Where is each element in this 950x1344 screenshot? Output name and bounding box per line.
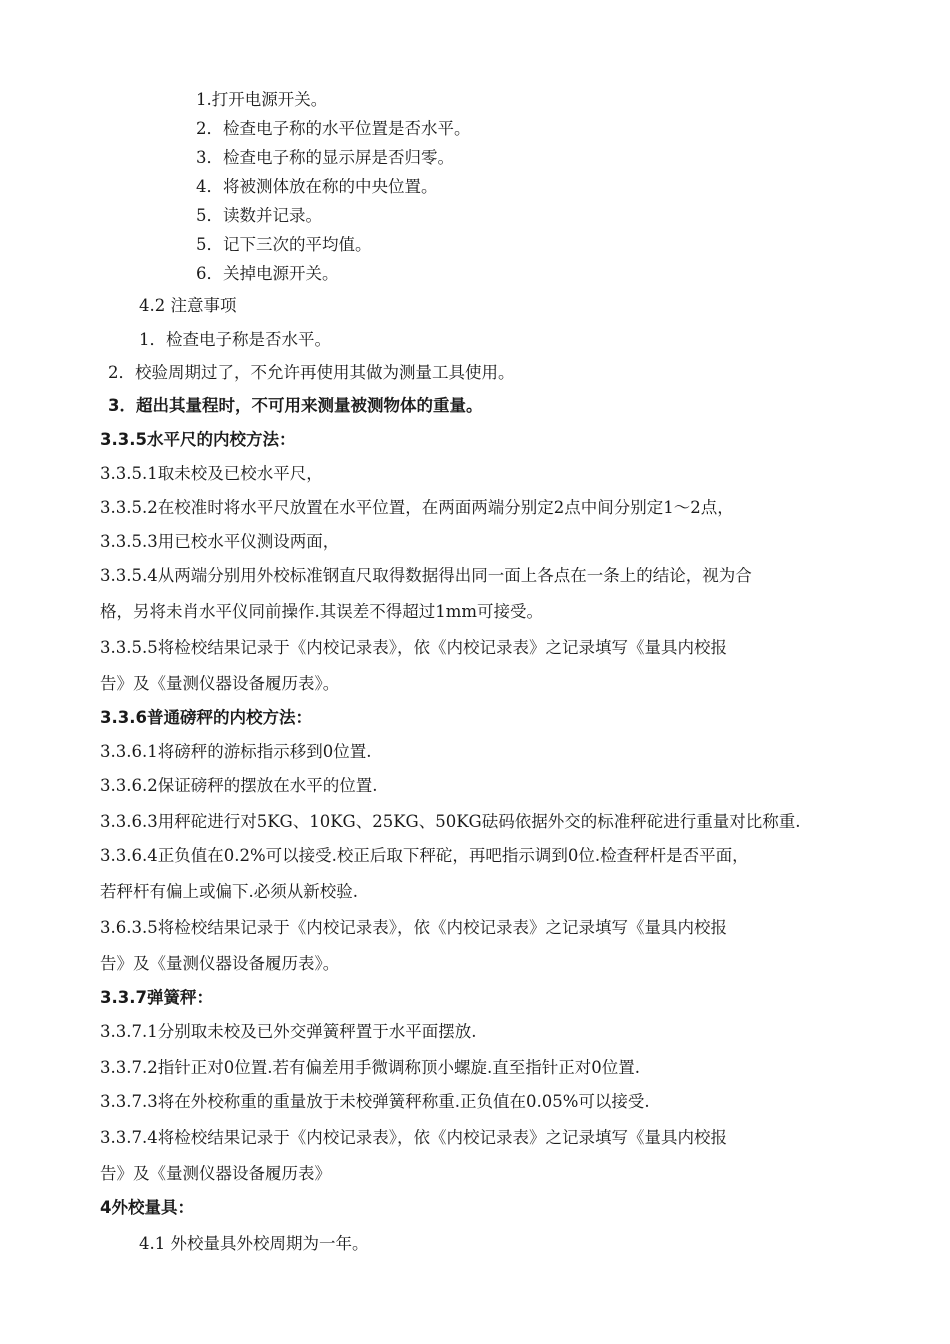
- paragraph-line: 3.3.5.2在校准时将水平尺放置在水平位置，在两面两端分别定2点中间分别定1～2点，: [100, 498, 734, 517]
- section-heading-3-3-6: 3.3.6普通磅秤的内校方法：: [100, 708, 312, 727]
- paragraph-line: 若秤杆有偏上或偏下.必须从新校验.: [100, 882, 358, 901]
- paragraph-line: 3.3.5.4从两端分别用外校标准钢直尺取得数据得出同一面上各点在一条上的结论，视为合: [100, 566, 752, 585]
- paragraph-line: 告》及《量测仪器设备履历表》: [100, 1164, 331, 1183]
- paragraph-line: 3.3.7.3将在外校称重的重量放于未校弹簧秤称重.正负值在0.05%可以接受.: [100, 1092, 650, 1111]
- paragraph-line: 4.1 外校量具外校周期为一年。: [139, 1234, 369, 1253]
- step-line-7: 6．关掉电源开关。: [196, 264, 339, 283]
- paragraph-line: 3.3.5.5将检校结果记录于《内校记录表》，依《内校记录表》之记录填写《量具内校报: [100, 638, 727, 657]
- step-line-1: 1.打开电源开关。: [196, 90, 328, 109]
- note-line-1: 1．检查电子称是否水平。: [139, 330, 331, 349]
- paragraph-line: 告》及《量测仪器设备履历表》。: [100, 954, 340, 973]
- step-line-6: 5．记下三次的平均值。: [196, 235, 372, 254]
- note-line-3: 3．超出其量程时，不可用来测量被测物体的重量。: [108, 396, 483, 415]
- step-line-3: 3．检查电子称的显示屏是否归零。: [196, 148, 454, 167]
- paragraph-line: 3.3.6.1将磅秤的游标指示移到0位置.: [100, 742, 372, 761]
- step-line-4: 4．将被测体放在称的中央位置。: [196, 177, 438, 196]
- note-line-2: 2．校验周期过了，不允许再使用其做为测量工具使用。: [108, 363, 515, 382]
- paragraph-line: 3.3.6.4正负值在0.2%可以接受.校正后取下秤砣，再吧指示调到0位.检查秤杆是否平面，: [100, 846, 749, 865]
- paragraph-line: 3.3.7.1分别取未校及已外交弹簧秤置于水平面摆放.: [100, 1022, 477, 1041]
- paragraph-line: 3.3.6.2保证磅秤的摆放在水平的位置.: [100, 776, 378, 795]
- section-heading-4: 4外校量具：: [100, 1198, 194, 1217]
- paragraph-line: 3.6.3.5将检校结果记录于《内校记录表》，依《内校记录表》之记录填写《量具内校报: [100, 918, 727, 937]
- paragraph-line: 3.3.5.3用已校水平仪测设两面，: [100, 532, 340, 551]
- paragraph-line: 3.3.6.3用秤砣进行对5KG、10KG、25KG、50KG砝码依据外交的标准秤砣进行重量对比称重.: [100, 812, 801, 831]
- section-heading-3-3-7: 3.3.7弹簧秤：: [100, 988, 213, 1007]
- section-heading-3-3-5: 3.3.5水平尺的内校方法：: [100, 430, 296, 449]
- step-line-5: 5．读数并记录。: [196, 206, 322, 225]
- step-line-2: 2．检查电子称的水平位置是否水平。: [196, 119, 471, 138]
- paragraph-line: 3.3.5.1取未校及已校水平尺，: [100, 464, 323, 483]
- section-heading-4-2: 4.2 注意事项: [139, 296, 237, 315]
- paragraph-line: 格，另将未肖水平仪同前操作.其误差不得超过1mm可接受。: [100, 602, 544, 621]
- paragraph-line: 3.3.7.4将检校结果记录于《内校记录表》，依《内校记录表》之记录填写《量具内校报: [100, 1128, 727, 1147]
- paragraph-line: 告》及《量测仪器设备履历表》。: [100, 674, 340, 693]
- paragraph-line: 3.3.7.2指针正对0位置.若有偏差用手微调称顶小螺旋.直至指针正对0位置.: [100, 1058, 640, 1077]
